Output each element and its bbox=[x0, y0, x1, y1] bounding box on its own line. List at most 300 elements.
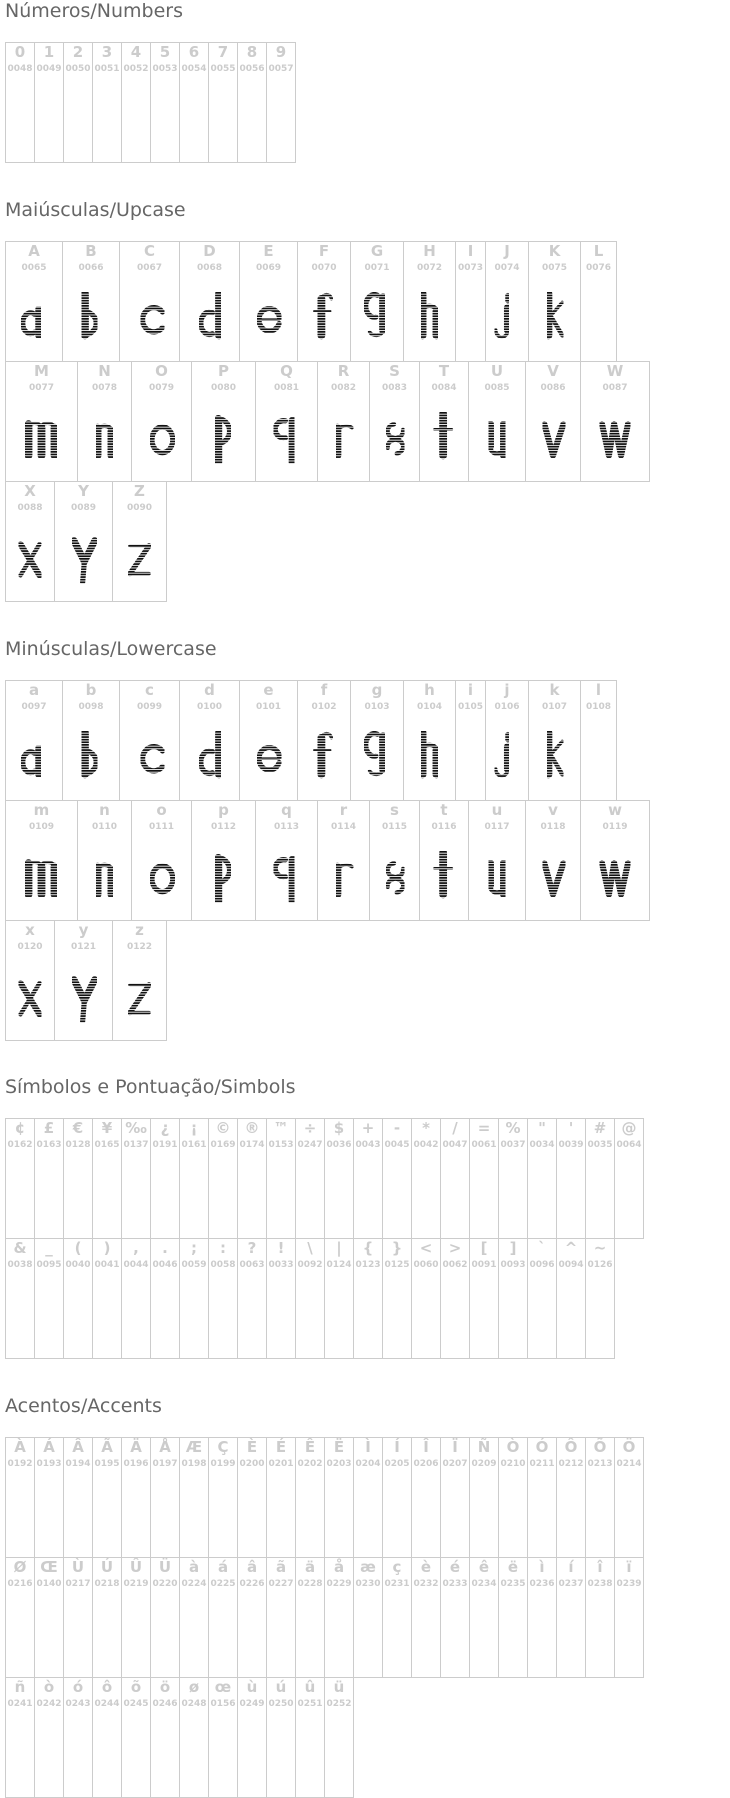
glyph-cell-accents bbox=[208, 1557, 238, 1678]
font-glyph-preview-q bbox=[256, 851, 317, 903]
glyph-character-label: ì bbox=[539, 1558, 545, 1576]
glyph-cell-accents bbox=[121, 1557, 151, 1678]
glyph-character-label: ô bbox=[101, 1678, 113, 1696]
glyph-cell-numbers bbox=[208, 42, 238, 163]
glyph-code-label: 0115 bbox=[381, 822, 408, 832]
glyph-code-label: 0120 bbox=[17, 942, 43, 952]
glyph-code-label: 0241 bbox=[7, 1699, 33, 1709]
glyph-character-label: K bbox=[548, 242, 561, 260]
section-title-symbols: Símbolos e Pontuação/Simbols bbox=[5, 1076, 296, 1098]
glyph-character-label: ò bbox=[43, 1678, 55, 1696]
glyph-character-label: M bbox=[34, 362, 49, 380]
font-glyph-preview-d bbox=[180, 731, 239, 783]
glyph-character-label: { bbox=[362, 1239, 374, 1257]
glyph-code-label: 0220 bbox=[152, 1579, 178, 1589]
glyph-character-label: ÷ bbox=[303, 1119, 317, 1137]
glyph-character-label: Æ bbox=[185, 1438, 203, 1456]
font-glyph-preview-j bbox=[486, 292, 528, 344]
glyph-cell-accents bbox=[295, 1677, 325, 1798]
glyph-code-label: 0227 bbox=[268, 1579, 294, 1589]
glyph-character-label: D bbox=[203, 242, 216, 260]
glyph-cell-accents bbox=[556, 1557, 586, 1678]
glyph-cell-accents bbox=[411, 1557, 441, 1678]
glyph-code-label: 0192 bbox=[7, 1459, 33, 1469]
glyph-character-label: Ü bbox=[158, 1558, 172, 1576]
glyph-code-label: 0104 bbox=[416, 702, 443, 712]
glyph-cell-accents bbox=[440, 1437, 470, 1558]
glyph-cell-lower bbox=[419, 800, 469, 921]
glyph-code-label: 0052 bbox=[123, 64, 149, 74]
glyph-character-label: Ù bbox=[71, 1558, 85, 1576]
glyph-code-label: 0046 bbox=[152, 1260, 178, 1270]
glyph-cell-accents bbox=[353, 1557, 383, 1678]
glyph-cell-lower bbox=[5, 680, 63, 801]
glyph-character-label: F bbox=[318, 242, 330, 260]
glyph-cell-lower bbox=[5, 800, 78, 921]
glyph-character-label: Å bbox=[159, 1438, 171, 1456]
glyph-code-label: 0080 bbox=[210, 383, 237, 393]
glyph-character-label: Õ bbox=[593, 1438, 607, 1456]
glyph-cell-accents bbox=[34, 1437, 64, 1558]
glyph-code-label: 0206 bbox=[413, 1459, 439, 1469]
glyph-code-label: 0088 bbox=[17, 503, 43, 513]
glyph-code-label: 0213 bbox=[587, 1459, 613, 1469]
glyph-character-label: = bbox=[477, 1119, 491, 1137]
glyph-cell-accents bbox=[614, 1437, 644, 1558]
glyph-code-label: 0229 bbox=[326, 1579, 352, 1589]
glyph-code-label: 0110 bbox=[91, 822, 118, 832]
glyph-code-label: 0210 bbox=[500, 1459, 526, 1469]
glyph-code-label: 0163 bbox=[36, 1140, 62, 1150]
glyph-code-label: 0209 bbox=[471, 1459, 497, 1469]
glyph-cell-symbols bbox=[527, 1118, 557, 1239]
font-glyph-preview-m bbox=[6, 412, 77, 464]
glyph-character-label: ? bbox=[247, 1239, 257, 1257]
glyph-character-label: N bbox=[98, 362, 111, 380]
glyph-code-label: 0064 bbox=[616, 1140, 642, 1150]
glyph-code-label: 0246 bbox=[152, 1699, 178, 1709]
glyph-character-label: 9 bbox=[275, 43, 287, 61]
glyph-character-label: Ã bbox=[101, 1438, 113, 1456]
glyph-cell-lower bbox=[54, 920, 113, 1041]
glyph-character-label: Ø bbox=[13, 1558, 27, 1576]
glyph-character-label: l bbox=[595, 681, 602, 699]
glyph-character-label: : bbox=[220, 1239, 226, 1257]
glyph-code-label: 0203 bbox=[326, 1459, 352, 1469]
glyph-code-label: 0161 bbox=[181, 1140, 207, 1150]
glyph-code-label: 0090 bbox=[126, 503, 153, 513]
font-glyph-preview-s bbox=[370, 851, 419, 903]
glyph-cell-upper bbox=[580, 361, 650, 482]
glyph-cell-accents bbox=[5, 1677, 35, 1798]
glyph-code-label: 0069 bbox=[255, 263, 282, 273]
glyph-cell-lower bbox=[403, 680, 456, 801]
glyph-code-label: 0096 bbox=[529, 1260, 555, 1270]
glyph-code-label: 0055 bbox=[210, 64, 236, 74]
glyph-cell-accents bbox=[34, 1557, 64, 1678]
font-glyph-preview-h bbox=[404, 731, 455, 783]
glyph-character-label: ï bbox=[626, 1558, 632, 1576]
glyph-cell-lower bbox=[77, 800, 132, 921]
glyph-cell-accents bbox=[585, 1437, 615, 1558]
glyph-character-label: ¡ bbox=[190, 1119, 198, 1137]
glyph-cell-accents bbox=[527, 1557, 557, 1678]
glyph-cell-upper bbox=[525, 361, 581, 482]
glyph-cell-symbols bbox=[208, 1118, 238, 1239]
glyph-code-label: 0237 bbox=[558, 1579, 584, 1589]
glyph-cell-upper bbox=[297, 241, 351, 362]
glyph-cell-accents bbox=[121, 1437, 151, 1558]
glyph-character-label: û bbox=[304, 1678, 316, 1696]
glyph-code-label: 0236 bbox=[529, 1579, 555, 1589]
glyph-code-label: 0195 bbox=[94, 1459, 120, 1469]
glyph-character-label: O bbox=[155, 362, 168, 380]
glyph-cell-accents bbox=[556, 1437, 586, 1558]
glyph-cell-lower bbox=[179, 680, 240, 801]
glyph-code-label: 0108 bbox=[585, 702, 612, 712]
font-glyph-preview-a bbox=[6, 731, 62, 783]
glyph-character-label: Ñ bbox=[477, 1438, 491, 1456]
glyph-code-label: 0095 bbox=[36, 1260, 62, 1270]
glyph-code-label: 0197 bbox=[152, 1459, 178, 1469]
glyph-code-label: 0106 bbox=[494, 702, 520, 712]
glyph-code-label: 0085 bbox=[484, 383, 510, 393]
glyph-code-label: 0111 bbox=[148, 822, 175, 832]
glyph-cell-lower bbox=[62, 680, 120, 801]
glyph-cell-upper bbox=[255, 361, 318, 482]
glyph-code-label: 0234 bbox=[471, 1579, 497, 1589]
glyph-cell-accents bbox=[150, 1677, 180, 1798]
glyph-code-label: 0075 bbox=[541, 263, 568, 273]
glyph-character-label: 3 bbox=[101, 43, 113, 61]
glyph-code-label: 0073 bbox=[457, 263, 484, 273]
glyph-code-label: 0087 bbox=[602, 383, 628, 393]
glyph-code-label: 0204 bbox=[355, 1459, 381, 1469]
glyph-character-label: Ú bbox=[100, 1558, 114, 1576]
glyph-character-label: í bbox=[568, 1558, 574, 1576]
glyph-cell-symbols bbox=[440, 1238, 470, 1359]
font-glyph-preview-x bbox=[6, 532, 54, 584]
glyph-code-label: 0040 bbox=[65, 1260, 91, 1270]
glyph-code-label: 0050 bbox=[65, 64, 91, 74]
glyph-character-label: G bbox=[370, 242, 384, 260]
glyph-code-label: 0109 bbox=[28, 822, 55, 832]
glyph-character-label: Ì bbox=[365, 1438, 371, 1456]
font-glyph-preview-y bbox=[55, 971, 112, 1023]
glyph-character-label: z bbox=[135, 921, 144, 939]
glyph-code-label: 0140 bbox=[36, 1579, 62, 1589]
font-glyph-preview-t bbox=[420, 851, 468, 903]
glyph-code-label: 0044 bbox=[123, 1260, 149, 1270]
glyph-cell-symbols bbox=[469, 1238, 499, 1359]
glyph-cell-accents bbox=[63, 1677, 93, 1798]
glyph-cell-lower bbox=[468, 800, 526, 921]
glyph-cell-symbols bbox=[353, 1118, 383, 1239]
glyph-character-label: W bbox=[606, 362, 624, 380]
glyph-character-label: C bbox=[143, 242, 155, 260]
glyph-cell-accents bbox=[498, 1557, 528, 1678]
glyph-character-label: ¢ bbox=[14, 1119, 26, 1137]
glyph-cell-numbers bbox=[237, 42, 267, 163]
glyph-character-label: É bbox=[275, 1438, 287, 1456]
glyph-cell-upper bbox=[369, 361, 420, 482]
glyph-code-label: 0091 bbox=[471, 1260, 497, 1270]
glyph-code-label: 0238 bbox=[587, 1579, 613, 1589]
glyph-cell-symbols bbox=[382, 1118, 412, 1239]
glyph-code-label: 0251 bbox=[297, 1699, 323, 1709]
font-glyph-preview-k bbox=[529, 292, 580, 344]
glyph-character-label: € bbox=[72, 1119, 84, 1137]
glyph-code-label: 0244 bbox=[94, 1699, 120, 1709]
glyph-code-label: 0113 bbox=[273, 822, 300, 832]
font-glyph-preview-s bbox=[370, 412, 419, 464]
glyph-cell-lower bbox=[239, 680, 298, 801]
glyph-code-label: 0072 bbox=[416, 263, 443, 273]
glyph-cell-lower bbox=[131, 800, 192, 921]
glyph-cell-symbols bbox=[266, 1238, 296, 1359]
glyph-code-label: 0068 bbox=[196, 263, 223, 273]
font-glyph-preview-z bbox=[113, 532, 166, 584]
font-glyph-preview-x bbox=[6, 971, 54, 1023]
glyph-code-label: 0071 bbox=[364, 263, 390, 273]
glyph-code-label: 0042 bbox=[413, 1140, 439, 1150]
glyph-character-label: â bbox=[246, 1558, 258, 1576]
glyph-cell-symbols bbox=[179, 1238, 209, 1359]
glyph-character-label: S bbox=[389, 362, 400, 380]
glyph-cell-upper bbox=[5, 481, 55, 602]
glyph-code-label: 0231 bbox=[384, 1579, 410, 1589]
glyph-character-label: Q bbox=[280, 362, 293, 380]
glyph-cell-lower bbox=[350, 680, 404, 801]
glyph-character-label: f bbox=[320, 681, 328, 699]
glyph-character-label: _ bbox=[45, 1239, 53, 1257]
glyph-cell-accents bbox=[121, 1677, 151, 1798]
glyph-code-label: 0061 bbox=[471, 1140, 497, 1150]
font-glyph-preview-w bbox=[581, 412, 649, 464]
glyph-character-label: H bbox=[423, 242, 436, 260]
glyph-character-label: b bbox=[85, 681, 97, 699]
glyph-code-label: 0216 bbox=[7, 1579, 33, 1589]
font-glyph-preview-l bbox=[581, 731, 616, 783]
glyph-cell-symbols bbox=[585, 1118, 615, 1239]
glyph-code-label: 0128 bbox=[65, 1140, 91, 1150]
glyph-character-label: + bbox=[361, 1119, 375, 1137]
glyph-character-label: V bbox=[547, 362, 559, 380]
glyph-code-label: 0174 bbox=[239, 1140, 265, 1150]
glyph-code-label: 0053 bbox=[152, 64, 178, 74]
font-glyph-preview-q bbox=[256, 412, 317, 464]
glyph-code-label: 0099 bbox=[136, 702, 163, 712]
glyph-character-label: î bbox=[597, 1558, 603, 1576]
glyph-code-label: 0248 bbox=[181, 1699, 207, 1709]
glyph-cell-symbols bbox=[527, 1238, 557, 1359]
glyph-character-label: 7 bbox=[217, 43, 229, 61]
glyph-code-label: 0034 bbox=[529, 1140, 555, 1150]
glyph-character-label: 1 bbox=[43, 43, 55, 61]
glyph-character-label: > bbox=[448, 1239, 462, 1257]
glyph-cell-accents bbox=[266, 1437, 296, 1558]
glyph-character-label: ' bbox=[568, 1119, 574, 1137]
glyph-code-label: 0126 bbox=[587, 1260, 613, 1270]
glyph-character-label: k bbox=[549, 681, 560, 699]
glyph-character-label: œ bbox=[214, 1678, 232, 1696]
glyph-character-label: Ò bbox=[506, 1438, 520, 1456]
glyph-character-label: ú bbox=[275, 1678, 287, 1696]
glyph-cell-upper bbox=[191, 361, 256, 482]
glyph-code-label: 0114 bbox=[330, 822, 357, 832]
glyph-character-label: Z bbox=[134, 482, 145, 500]
glyph-code-label: 0103 bbox=[364, 702, 390, 712]
glyph-code-label: 0243 bbox=[65, 1699, 91, 1709]
glyph-character-label: R bbox=[337, 362, 350, 380]
glyph-cell-symbols bbox=[411, 1238, 441, 1359]
font-glyph-preview-e bbox=[240, 731, 297, 783]
glyph-cell-accents bbox=[150, 1437, 180, 1558]
glyph-character-label: ë bbox=[507, 1558, 519, 1576]
glyph-character-label: v bbox=[548, 801, 558, 819]
glyph-character-label: T bbox=[438, 362, 450, 380]
section-title-upper: Maiúsculas/Upcase bbox=[5, 199, 186, 221]
font-glyph-preview-i bbox=[456, 731, 485, 783]
glyph-cell-symbols bbox=[614, 1118, 644, 1239]
glyph-character-label: Ö bbox=[622, 1438, 636, 1456]
glyph-cell-lower bbox=[580, 800, 650, 921]
glyph-character-label: w bbox=[608, 801, 622, 819]
glyph-cell-symbols bbox=[353, 1238, 383, 1359]
glyph-code-label: 0101 bbox=[255, 702, 282, 712]
font-glyph-preview-k bbox=[529, 731, 580, 783]
glyph-code-label: 0162 bbox=[7, 1140, 33, 1150]
font-glyph-preview-f bbox=[298, 292, 350, 344]
glyph-character-label: @ bbox=[621, 1119, 637, 1137]
glyph-character-label: y bbox=[78, 921, 89, 939]
glyph-character-label: j bbox=[504, 681, 510, 699]
font-glyph-preview-o bbox=[132, 851, 191, 903]
glyph-cell-accents bbox=[440, 1557, 470, 1678]
glyph-code-label: 0252 bbox=[326, 1699, 352, 1709]
glyph-cell-symbols bbox=[92, 1118, 122, 1239]
glyph-code-label: 0057 bbox=[268, 64, 294, 74]
font-glyph-preview-v bbox=[526, 412, 580, 464]
glyph-cell-accents bbox=[266, 1557, 296, 1678]
font-glyph-preview-c bbox=[120, 292, 179, 344]
font-glyph-preview-e bbox=[240, 292, 297, 344]
glyph-cell-upper bbox=[77, 361, 132, 482]
glyph-cell-lower bbox=[297, 680, 351, 801]
glyph-cell-upper bbox=[131, 361, 192, 482]
glyph-code-label: 0226 bbox=[239, 1579, 265, 1589]
font-glyph-preview-m bbox=[6, 851, 77, 903]
glyph-code-label: 0250 bbox=[268, 1699, 294, 1709]
font-glyph-preview-y bbox=[55, 532, 112, 584]
glyph-cell-lower bbox=[5, 920, 55, 1041]
glyph-character-label: ! bbox=[277, 1239, 285, 1257]
section-title-accents: Acentos/Accents bbox=[5, 1395, 162, 1417]
glyph-code-label: 0093 bbox=[500, 1260, 526, 1270]
glyph-character-label: Ä bbox=[130, 1438, 142, 1456]
glyph-character-label: ` bbox=[538, 1239, 546, 1257]
glyph-cell-accents bbox=[585, 1557, 615, 1678]
glyph-code-label: 0076 bbox=[585, 263, 612, 273]
glyph-cell-symbols bbox=[498, 1118, 528, 1239]
font-glyph-preview-h bbox=[404, 292, 455, 344]
glyph-code-label: 0079 bbox=[148, 383, 175, 393]
glyph-code-label: 0070 bbox=[311, 263, 337, 273]
glyph-code-label: 0121 bbox=[70, 942, 97, 952]
glyph-character-label: | bbox=[336, 1239, 342, 1257]
glyph-cell-accents bbox=[324, 1437, 354, 1558]
glyph-code-label: 0077 bbox=[28, 383, 55, 393]
glyph-cell-accents bbox=[411, 1437, 441, 1558]
glyph-code-label: 0239 bbox=[616, 1579, 642, 1589]
glyph-character-label: 4 bbox=[130, 43, 142, 61]
glyph-cell-accents bbox=[63, 1437, 93, 1558]
glyph-cell-upper bbox=[350, 241, 404, 362]
glyph-cell-symbols bbox=[556, 1118, 586, 1239]
glyph-character-label: g bbox=[371, 681, 383, 699]
glyph-code-label: 0191 bbox=[152, 1140, 178, 1150]
glyph-code-label: 0092 bbox=[297, 1260, 323, 1270]
glyph-cell-symbols bbox=[585, 1238, 615, 1359]
font-glyph-preview-v bbox=[526, 851, 580, 903]
glyph-cell-accents bbox=[237, 1557, 267, 1678]
glyph-code-label: 0094 bbox=[558, 1260, 584, 1270]
glyph-character-label: U bbox=[490, 362, 504, 380]
glyph-code-label: 0137 bbox=[123, 1140, 149, 1150]
glyph-character-label: 0 bbox=[14, 43, 26, 61]
glyph-character-label: i bbox=[467, 681, 474, 699]
glyph-character-label: E bbox=[263, 242, 274, 260]
glyph-code-label: 0078 bbox=[91, 383, 118, 393]
glyph-character-label: Ï bbox=[452, 1438, 458, 1456]
glyph-character-label: e bbox=[263, 681, 274, 699]
glyph-code-label: 0205 bbox=[384, 1459, 410, 1469]
glyph-cell-upper bbox=[403, 241, 456, 362]
glyph-character-label: ~ bbox=[593, 1239, 607, 1257]
glyph-character-label: ö bbox=[159, 1678, 171, 1696]
glyph-character-label: Â bbox=[72, 1438, 84, 1456]
glyph-cell-upper bbox=[419, 361, 469, 482]
glyph-cell-symbols bbox=[208, 1238, 238, 1359]
glyph-character-label: ] bbox=[509, 1239, 517, 1257]
glyph-code-label: 0035 bbox=[587, 1140, 613, 1150]
glyph-code-label: 0198 bbox=[181, 1459, 207, 1469]
glyph-character-label: ø bbox=[188, 1678, 200, 1696]
glyph-cell-symbols bbox=[34, 1238, 64, 1359]
glyph-character-label: ã bbox=[275, 1558, 287, 1576]
glyph-cell-accents bbox=[353, 1437, 383, 1558]
font-glyph-preview-b bbox=[63, 292, 119, 344]
glyph-character-label: è bbox=[420, 1558, 432, 1576]
glyph-character-label: ü bbox=[333, 1678, 345, 1696]
glyph-character-label: I bbox=[467, 242, 474, 260]
glyph-code-label: 0242 bbox=[36, 1699, 62, 1709]
glyph-character-label: ç bbox=[392, 1558, 402, 1576]
glyph-code-label: 0084 bbox=[431, 383, 457, 393]
glyph-cell-lower bbox=[255, 800, 318, 921]
glyph-code-label: 0228 bbox=[297, 1579, 323, 1589]
glyph-cell-accents bbox=[208, 1437, 238, 1558]
glyph-character-label: \ bbox=[307, 1239, 313, 1257]
glyph-code-label: 0062 bbox=[442, 1260, 468, 1270]
glyph-cell-numbers bbox=[179, 42, 209, 163]
glyph-code-label: 0122 bbox=[126, 942, 153, 952]
glyph-code-label: 0036 bbox=[326, 1140, 352, 1150]
glyph-character-label: # bbox=[593, 1119, 607, 1137]
glyph-character-label: Ë bbox=[333, 1438, 345, 1456]
glyph-cell-accents bbox=[614, 1557, 644, 1678]
font-glyph-preview-d bbox=[180, 292, 239, 344]
